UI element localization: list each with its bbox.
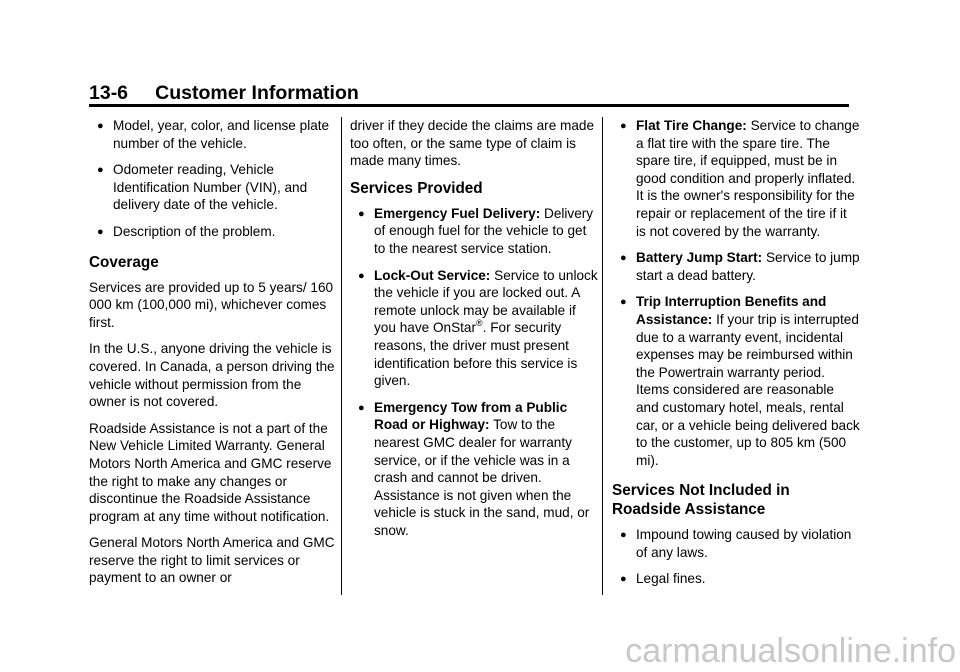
registered-mark: ® bbox=[476, 317, 483, 328]
list-item bbox=[350, 399, 598, 540]
service-label: Emergency Fuel Delivery: bbox=[374, 205, 541, 221]
coverage-heading: Coverage bbox=[89, 253, 159, 271]
bullet-icon: ● bbox=[358, 401, 365, 414]
service-label: Lock-Out Service: bbox=[374, 267, 491, 283]
list-item bbox=[89, 161, 337, 214]
bullet-icon: ● bbox=[620, 120, 627, 132]
list-item-text: Description of the problem. bbox=[113, 223, 276, 239]
column-divider-1 bbox=[341, 117, 342, 595]
service-text: Service to unlock the vehicle if you are locked out. A remote unlock may be available if you have OnStar bbox=[374, 267, 598, 336]
watermark: carmanualsonline.info bbox=[625, 632, 956, 670]
paragraph: General Motors North America and GMC reserve the right to limit services or payment to an owner or bbox=[89, 535, 335, 586]
column-3 bbox=[612, 117, 860, 597]
service-text: Delivery of enough fuel for the vehicle to get to the nearest service station. bbox=[374, 205, 594, 256]
column-2 bbox=[350, 117, 598, 548]
service-label: Battery Jump Start: bbox=[636, 250, 763, 266]
service-text: Service to jump start a dead battery. bbox=[636, 250, 860, 283]
bullet-icon: ● bbox=[620, 296, 627, 309]
paragraph: In the U.S., anyone driving the vehicle is covered. In Canada, a person driving the vehicle without permission from the owner is not covered. bbox=[89, 341, 335, 410]
list-item-text: Legal fines. bbox=[636, 571, 706, 587]
paragraph: Services are provided up to 5 years/ 160 000 km (100,000 mi), whichever comes first. bbox=[89, 279, 334, 330]
list-item bbox=[612, 570, 860, 588]
bullet-icon: ● bbox=[358, 269, 365, 282]
list-item bbox=[89, 223, 337, 241]
bullet-icon: ● bbox=[620, 573, 627, 586]
service-text: . For security reasons, the driver must present identification before this service is given. bbox=[374, 320, 578, 389]
paragraph: Roadside Assistance is not a part of the New Vehicle Limited Warranty. General Motors North America and GMC reserve the right to make any changes or discontinue the Roadside Assistance program at any time without notification. bbox=[89, 420, 332, 524]
service-text: Service to change a flat tire with the spare tire. The spare tire, if equipped, must be in good condition and properly inflated. It is the owner's responsibility for the repair or replacement of the tire if it is not covered by the warranty. bbox=[636, 118, 860, 239]
list-item-text: Odometer reading, Vehicle Identification Number (VIN), and delivery date of the vehicle. bbox=[113, 162, 308, 213]
header-rule bbox=[89, 104, 849, 107]
bullet-icon: ● bbox=[97, 120, 104, 132]
bullet-icon: ● bbox=[97, 164, 104, 177]
services-provided-heading: Services Provided bbox=[350, 179, 483, 197]
list-item bbox=[612, 249, 860, 284]
service-label: Trip Interruption Benefits and Assistance: bbox=[636, 294, 827, 327]
not-included-heading: Services Not Included in Roadside Assistance bbox=[612, 482, 790, 519]
list-item bbox=[89, 117, 337, 152]
bullet-icon: ● bbox=[97, 225, 104, 238]
bullet-icon: ● bbox=[620, 252, 627, 265]
list-item bbox=[612, 293, 860, 469]
page-header bbox=[89, 80, 849, 106]
bullet-icon: ● bbox=[620, 529, 627, 542]
service-text: Tow to the nearest GMC dealer for warranty service, or if the vehicle was in a crash and cannot be driven. Assistance is not given when the vehicle is stuck in the sand, mud, or snow. bbox=[374, 417, 590, 538]
service-label: Flat Tire Change: bbox=[636, 118, 747, 133]
list-item bbox=[350, 267, 598, 390]
column-divider-2 bbox=[602, 117, 603, 595]
list-item bbox=[612, 526, 860, 561]
list-item bbox=[350, 205, 598, 258]
service-text: If your trip is interrupted due to a warranty event, incidental expenses may be reimbursed within the Powertrain warranty period. Items considered are reasonable and customary hotel, meals, rental car, or a vehicle being delivered back to the customer, up to 805 km (500 mi). bbox=[636, 311, 860, 468]
page-title: 13-6 Customer Information bbox=[89, 82, 359, 104]
paragraph-continuation: driver if they decide the claims are made too often, or the same type of claim is made many times. bbox=[350, 118, 595, 169]
list-item-text: Model, year, color, and license plate number of the vehicle. bbox=[113, 118, 330, 151]
list-item-text: Impound towing caused by violation of any laws. bbox=[636, 527, 852, 560]
service-label: Emergency Tow from a Public Road or Highway: bbox=[374, 399, 568, 433]
bullet-icon: ● bbox=[358, 207, 365, 220]
list-item bbox=[612, 117, 860, 240]
column-1 bbox=[89, 117, 337, 596]
